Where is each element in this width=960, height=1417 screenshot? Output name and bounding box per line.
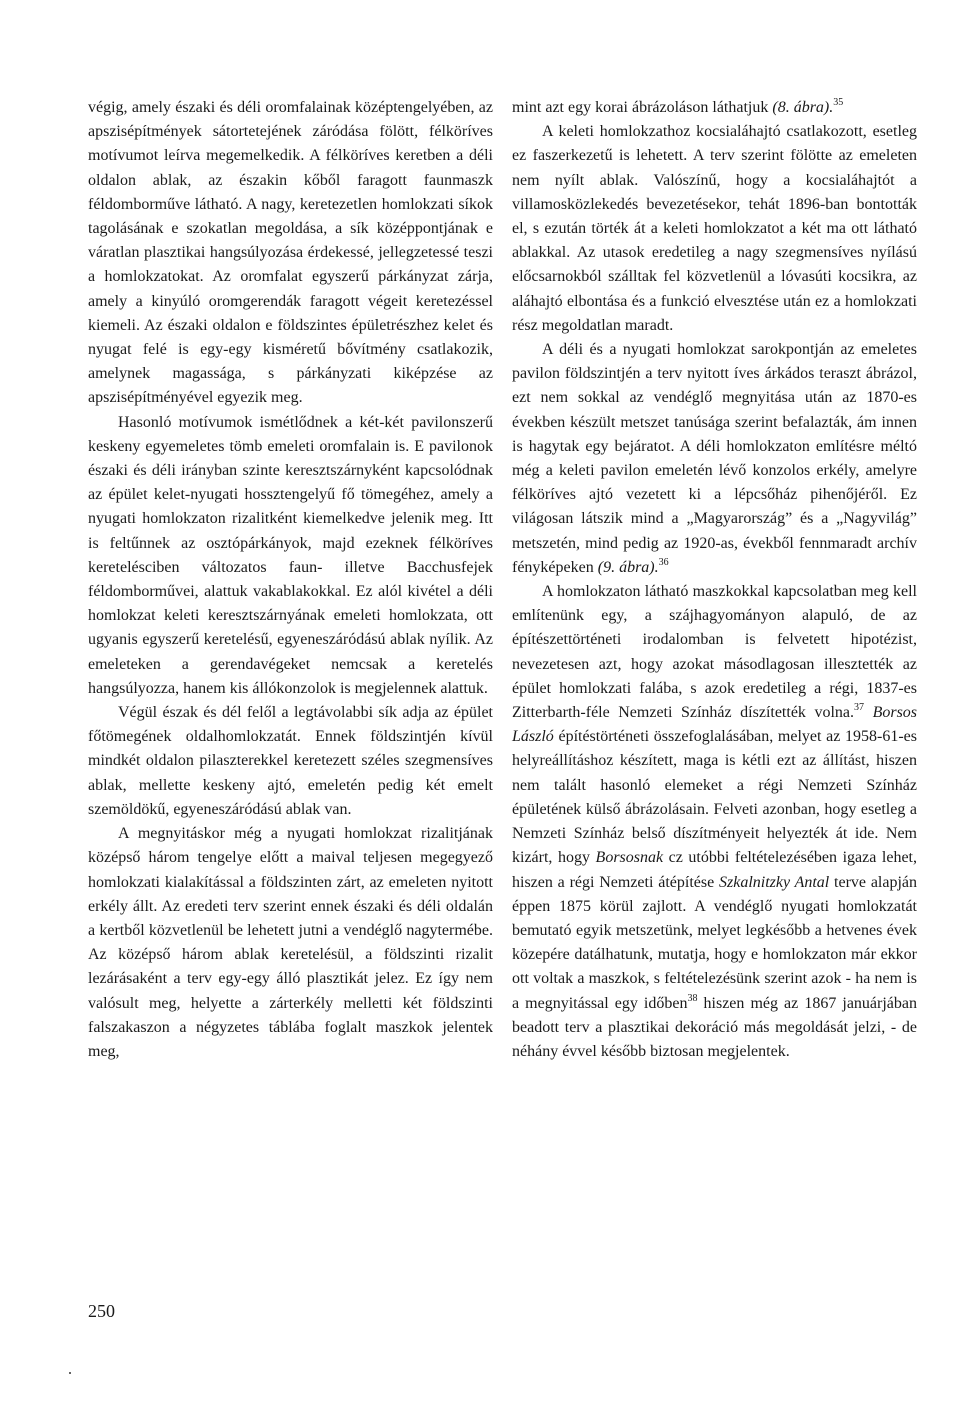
paragraph [512, 580, 917, 1064]
page-number: 250 [88, 1301, 115, 1321]
paragraph-text: terve alapján éppen 1875 körül zajlott. A vendéglő nyugati homlokzatát bemutató egyik metszetünk, melyet legkésőbb a hetvenes évek közepére datálhatunk, mutatja, hogy e homlokzaton már ekkor ott voltak a maszkok, s feltételezésünk szerint azok - ha nem is a megnyitással egy időben [512, 873, 918, 1012]
figure-reference: (9. ábra). [597, 558, 659, 576]
left-column [88, 96, 493, 1064]
figure-reference: (8. ábra). [772, 99, 834, 116]
paragraph: Végül észak és dél felől a legtávolabbi sík adja az épület főtömegének oldalhomlokzatát. Ennek földszintjén kívül mindkét oldalon pilaszterekkel keretezett széles szegmensíves ablak, mellette keskeny ajtó, emeletén pedig két emelt szemöldökű, egyeneszáródású ablak van. [88, 704, 493, 818]
paragraph: A keleti homlokzathoz kocsialáhajtó csatlakozott, esetleg ez faszerkezetű is lehetett. A terv szerint fölötte az emeleten nem nyílt ablak. Valószínű, hogy a kocsialáhajtót a villamosközlekedés bevezetésekor, tehát 1896-ban bontották el, s ezután törték át a keleti homlokzatot a két ma ott látható ablakkal. Az utasok eredetileg a nagy szegmensíves nyílású előcsarnokból szálltak fel közvetlenül a lóvasúti kocsikra, az aláhajtó elbontása és a funkció elvesztése után ez a homlokzati rész megoldatlan maradt. [512, 123, 917, 334]
right-column [512, 96, 917, 1064]
paragraph: A megnyitáskor még a nyugati homlokzat rizalitjának középső három tengelye előtt a maival teljesen megegyező homlokzati kialakítással a földszinten zárt, az emeleten nyitott erkély állt. Az eredeti terv szerint ennek északi és déli oldalán a kertből közvetlenül be lehetett jutni a vendéglő nagytermébe. Az középső három ablak keretelésül, a földszinti rizalit lezárásaként a terv egy-egy álló plasztikát jelez. Ez így nem valósult meg, helyette a zárterkély melletti két földszinti falszakaszon a négyzetes táblába foglalt maszkok jelentek meg, [88, 825, 493, 1060]
footnote-marker: 38 [687, 992, 698, 1004]
footnote-marker: 35 [833, 97, 844, 108]
footnote-marker: 36 [658, 556, 669, 568]
paragraph-text: cz utóbbi feltételezésében igaza lehet, hiszen a régi Nemzeti átépítése [512, 849, 917, 891]
paragraph-text: A homlokzaton látható maszkokkal kapcsolatban meg kell említenünk egy, a szájhagyományon alapuló, de az építészettörténeti irodalomban is felvetett hipotézist, nevezetesen azt, hogy azokat másodlagosan illesztették az épület homlokzati falába, s azok eredetileg a régi, 1837-es Zitterbarth-féle Nemzeti Színház díszítették volna. [512, 583, 917, 722]
person-name: Szkalnitzky Antal [718, 873, 830, 891]
footnote-marker: 37 [854, 702, 865, 714]
paragraph-text: hiszen még az 1867 januárjában beadott terv a plasztikai dekoráció más megoldását jelzi, - de néhány évvel később biztosan megjelentek. [512, 994, 918, 1060]
paragraph [512, 96, 917, 120]
paragraph-text: építéstörténeti összefoglalásában, melyet az 1958-61-es helyreállításhoz készített, maga is kétli ezt az állítást, hiszen nem talált hasonló elemeket a régi Nemzeti Színház épületének külső ábrázolásain. Felveti azonban, hogy esetleg a Nemzeti Színház belső díszítményeit helyezték át ide. Nem kizárt, hogy [512, 728, 917, 867]
paragraph [512, 338, 917, 580]
paragraph-text: mint azt egy korai ábrázoláson láthatjuk [512, 99, 773, 116]
paragraph-text: A déli és a nyugati homlokzat sarokpontján az emeletes pavilon földszintjén a terv nyitott íves árkádos teraszt ábrázol, ezt nem sokkal az vendéglő megnyitása után az 1870-es években készült metszet tanúsága szerint befalazták, ám innen is hagytak egy bejáratot. A déli homlokzaton említésre méltó még a keleti pavilon emeletén lévő konzolos erkély, amelyre félköríves ajtó vezetett ki a lépcsőház pihenőjéről. Ez világosan látszik mind a „Magyarország” és a „Nagyvilág” metszetén, mind pedig az 1920-as, évekből fennmaradt archív fényképeken [512, 341, 917, 576]
paragraph: végig, amely északi és déli oromfalainak középtengelyében, az apszisépítmények sátortetejének záródása fölött, félköríves motívumot leírva megemelkedik. A félköríves keretben a déli oldalon ablak, az északin kőből faragott faunmaszk féldomborműve látható. A nagy, keretezetlen homlokzati síkok tagolásának e szokatlan megoldása, a sík középpontjának e váratlan plasztikai hangsúlyozása érdekessé, jellegzetessé teszi a homlokzatokat. Az oromfalat egyszerű párkányzat zárja, amely a kinyúló oromgerendák faragott végeit keretezéssel kiemeli. Az északi oldalon e földszintes épületrészhez kelet és nyugat felé is egy-egy kisméretű bővítmény csatlakozik, amelynek magassága, s párkányzati kiképzése az apszisépítményével egyezik meg. [88, 99, 493, 407]
scan-speck [69, 1372, 71, 1374]
person-name: Borsosnak [595, 849, 664, 867]
paragraph: Hasonló motívumok ismétlődnek a két-két pavilonszerű keskeny egyemeletes tömb emeleti oromfalain is. E pavilonok északi és déli irányban szinte keresztszárnyként kapcsolódnak az épület kelet-nyugati hossztengelyű fő tömegéhez, amely a nyugati homlokzaton rizalitként kiemelkedve jelenik meg. Itt is feltűnnek az osztópárkányok, majd ezeknek félköríves keretelésciben változatos faun- illetve Bacchusfejek féldomborművei, alattuk vakablakokkal. Ez alól kivétel a déli homlokzat keleti keresztszárnyának emeleti homlokzata, ott ugyanis egyszerű keretelésű, egyeneszáródású ablak nyílik. Az emeleteken a gerendavégeket nemcsak a keretelés hangsúlyozza, hanem kis állókonzolok is megjelennek alattuk. [88, 413, 493, 697]
person-name: Borsos László [512, 704, 918, 746]
